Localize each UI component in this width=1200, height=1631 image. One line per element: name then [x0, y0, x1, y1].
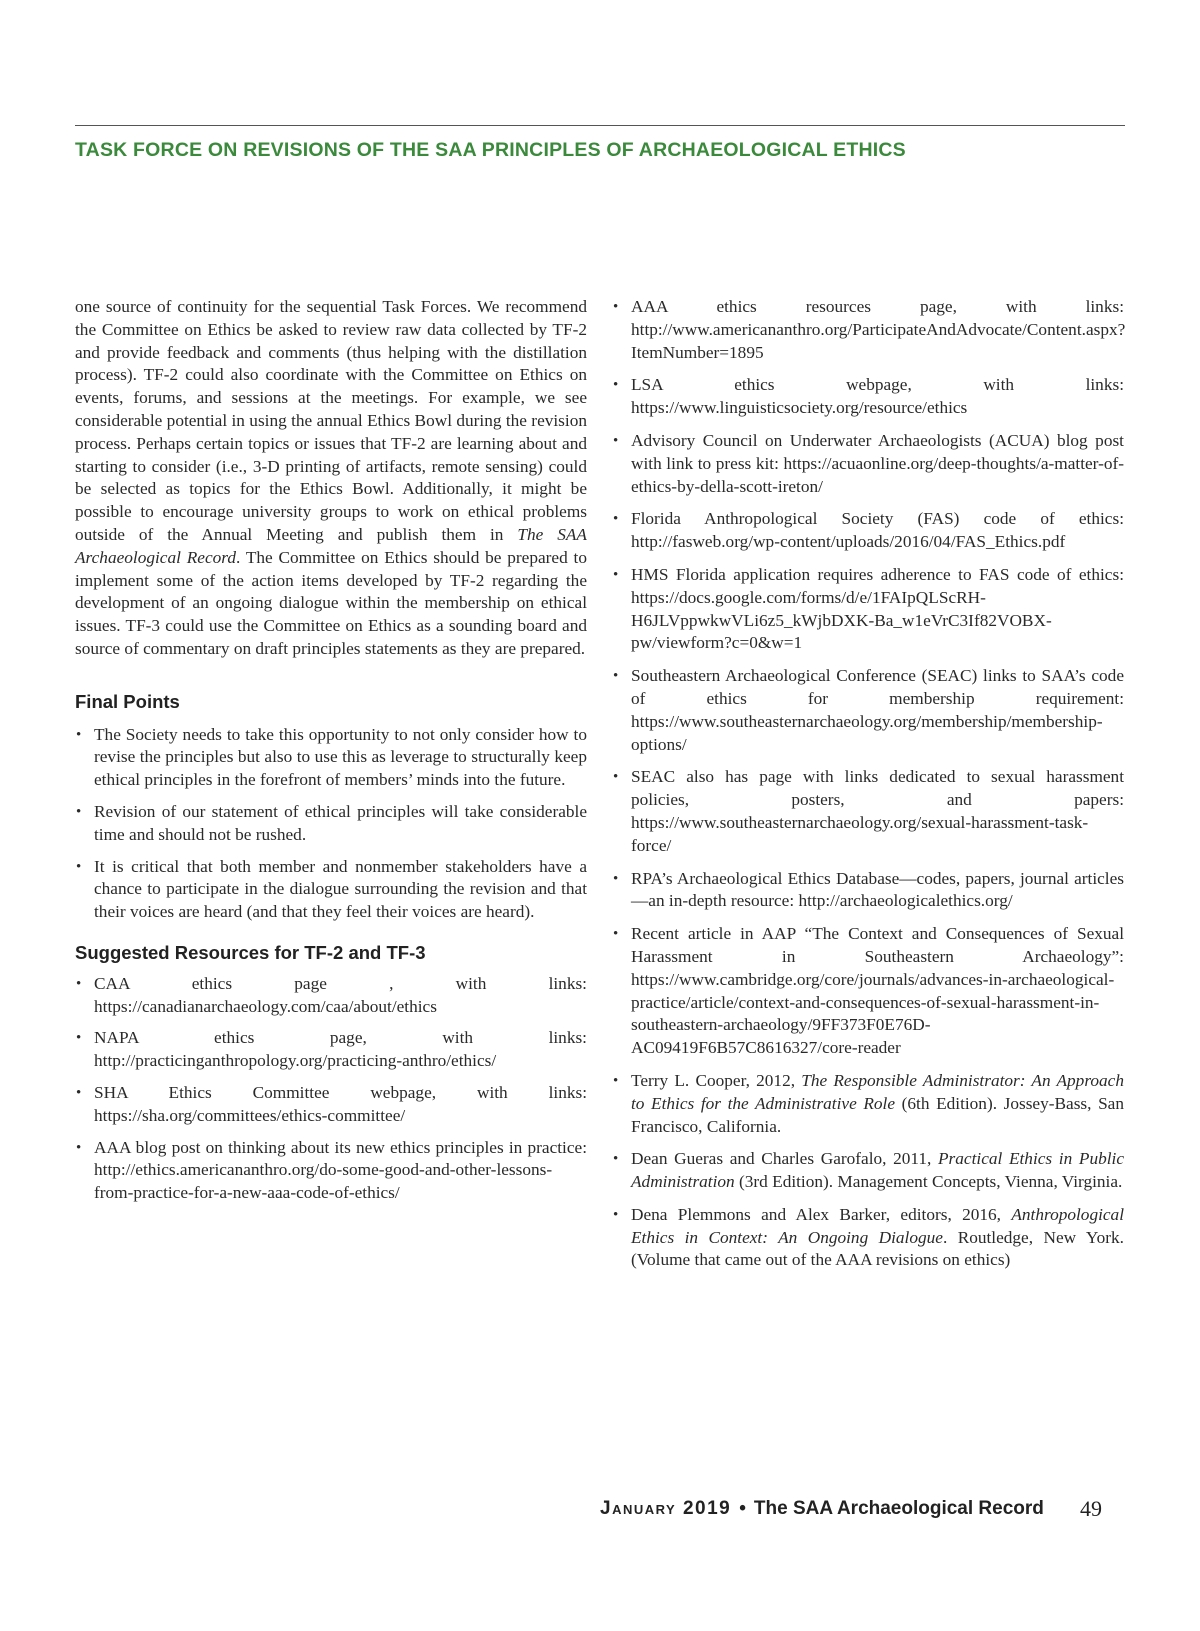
list-item: • The Society needs to take this opportunity to not only consider how to revise the principles but also to use this as leverage to structurally keep ethical principles in the forefront of members’ minds into the future.: [76, 724, 587, 790]
resources-list-right: [612, 296, 1124, 1272]
bullet-icon: •: [76, 858, 82, 875]
resources-heading: Suggested Resources for TF-2 and TF-3: [75, 941, 426, 963]
book-title-italic: Anthropological Ethics in Context: An Ongoing Dialogue: [631, 1204, 1124, 1247]
bullet-icon: •: [613, 1072, 619, 1089]
bullet-icon: •: [613, 299, 619, 315]
left-column: [75, 296, 587, 1214]
citation-item: • Terry L. Cooper, 2012, The Responsible Administrator: An Approach to Ethics for the Administrative Role (6th Edition). Jossey-Bass, San Francisco, California.: [613, 1070, 1124, 1136]
page-number: 49: [1080, 1496, 1102, 1521]
list-item: • HMS Florida application requires adherence to FAS code of ethics: https://docs.google.com/forms/d/e/1FAIpQLScRH-H6JLVppwkwVLi6z5_kWjbDXK-Ba_w1eVrC3If82VOBX-pw/viewform?c=0&w=1: [613, 564, 1124, 653]
bullet-icon: •: [76, 726, 82, 743]
citation-item: • Dena Plemmons and Alex Barker, editors, 2016, Anthropological Ethics in Context: An Ongoing Dialogue. Routledge, New York. (Volume that came out of the AAA revisions on ethics): [613, 1204, 1124, 1270]
intro-text-part2: . The Committee on Ethics should be prepared to implement some of the action items developed by TF-2 regarding the development of an ongoing dialogue within the membership on ethical issues. TF-3 could use the Committee on Ethics as a sounding board and source of commentary on draft principles statements as they are prepared.: [75, 547, 587, 658]
list-item: • RPA’s Archaeological Ethics Database—codes, papers, journal articles—an in-depth resource: http://archaeologicalethics.org/: [613, 868, 1124, 911]
footer-publication-name: The SAA Archaeological Record: [753, 1498, 1044, 1519]
bullet-icon: •: [76, 803, 82, 820]
book-title-italic: Practical Ethics in Public Administration: [631, 1149, 1124, 1192]
list-item: • AAA ethics resources page, with links: http://www.americananthro.org/ParticipateAndAdvocate/Content.aspx?ItemNumber=1895: [613, 297, 1126, 362]
final-points-list: [75, 724, 587, 924]
running-header-title: TASK FORCE ON REVISIONS OF THE SAA PRINCIPLES OF ARCHAEOLOGICAL ETHICS: [75, 139, 906, 161]
intro-paragraph: [75, 296, 587, 661]
bullet-icon: •: [76, 1084, 82, 1101]
header-rule: [75, 125, 1125, 126]
journal-title-italic: The SAA Archaeological Record: [75, 524, 587, 567]
list-item: • Florida Anthropological Society (FAS) code of ethics: http://fasweb.org/wp-content/uploads/2016/04/FAS_Ethics.pdf: [613, 509, 1124, 552]
list-item: • It is critical that both member and nonmember stakeholders have a chance to participate in the dialogue surrounding the revision and that their voices are heard (and that they feel their voices are heard).: [76, 856, 587, 922]
bullet-icon: •: [613, 566, 619, 583]
footer-separator: •: [739, 1498, 746, 1519]
book-title-italic: The Responsible Administrator: An Approach to Ethics for the Administrative Role: [631, 1070, 1124, 1113]
list-item: • SHA Ethics Committee webpage, with links: https://sha.org/committees/ethics-committee/: [76, 1082, 587, 1125]
resources-list-left: [75, 973, 587, 1205]
intro-text-part1: one source of continuity for the sequential Task Forces. We recommend the Committee on Ethics be asked to review raw data collected by TF-2 and provide feedback and comments (thus helping with the distillation process). TF-2 could also coordinate with the Committee on Ethics on events, forums, and sessions at the meetings. For example, we see considerable potential in using the annual Ethics Bowl during the revision process. Perhaps certain topics or issues that TF-2 are learning about and starting to consider (i.e., 3-D printing of artifacts, remote sensing) could be selected as topics for the Ethics Bowl. Additionally, it might be possible to encourage university groups to work on ethical problems outside of the Annual Meeting and publish them in: [75, 297, 587, 544]
bullet-icon: •: [76, 1030, 82, 1047]
final-points-heading: Final Points: [75, 690, 180, 712]
bullet-icon: •: [613, 1151, 619, 1168]
bullet-icon: •: [613, 870, 619, 887]
list-item: • Revision of our statement of ethical principles will take considerable time and should not be rushed.: [76, 801, 587, 844]
list-item: • Recent article in AAP “The Context and Consequences of Sexual Harassment in Southeastern Archaeology”: https://www.cambridge.org/core/journals/advances-in-archaeological-practice/article/context-and-consequences-of-sexual-harassment-in-southeastern-archaeology/9FF373F0E76D-AC09419F6B57C8616327/core-reader: [613, 924, 1124, 1058]
bullet-icon: •: [613, 511, 619, 528]
footer-issue-date: January 2019: [600, 1498, 732, 1519]
list-item: • SEAC also has page with links dedicated to sexual harassment policies, posters, and papers: https://www.southeasternarchaeology.org/sexual-harassment-task-force/: [613, 767, 1124, 855]
footer: [600, 1498, 1044, 1520]
list-item: • Advisory Council on Underwater Archaeologists (ACUA) blog post with link to press kit: https://acuaonline.org/deep-thoughts/a-matter-of-ethics-by-della-scott-ireton/: [613, 430, 1124, 496]
citation-item: • Dean Gueras and Charles Garofalo, 2011, Practical Ethics in Public Administration (3rd Edition). Management Concepts, Vienna, Virginia.: [613, 1149, 1124, 1192]
bullet-icon: •: [613, 1206, 619, 1223]
bullet-icon: •: [613, 432, 619, 449]
list-item: • LSA ethics webpage, with links: https://www.linguisticsociety.org/resource/ethics: [613, 375, 1124, 418]
list-item: • AAA blog post on thinking about its new ethics principles in practice: http://ethics.americananthro.org/do-some-good-and-other-lessons-from-practice-for-a-new-aaa-code-of-ethics/: [76, 1137, 587, 1203]
bullet-icon: •: [613, 377, 619, 394]
bullet-icon: •: [76, 975, 82, 992]
bullet-icon: •: [613, 769, 619, 786]
list-item: • Southeastern Archaeological Conference (SEAC) links to SAA’s code of ethics for membership requirement: https://www.southeasternarchaeology.org/membership/membership-options/: [613, 666, 1124, 754]
bullet-icon: •: [76, 1139, 82, 1156]
right-column: [612, 296, 1124, 1282]
bullet-icon: •: [613, 668, 619, 685]
list-item: • NAPA ethics page, with links: http://practicinganthropology.org/practicing-anthro/ethics/: [76, 1028, 587, 1071]
bullet-icon: •: [613, 926, 619, 943]
list-item: • CAA ethics page , with links: https://canadianarchaeology.com/caa/about/ethics: [76, 973, 587, 1016]
